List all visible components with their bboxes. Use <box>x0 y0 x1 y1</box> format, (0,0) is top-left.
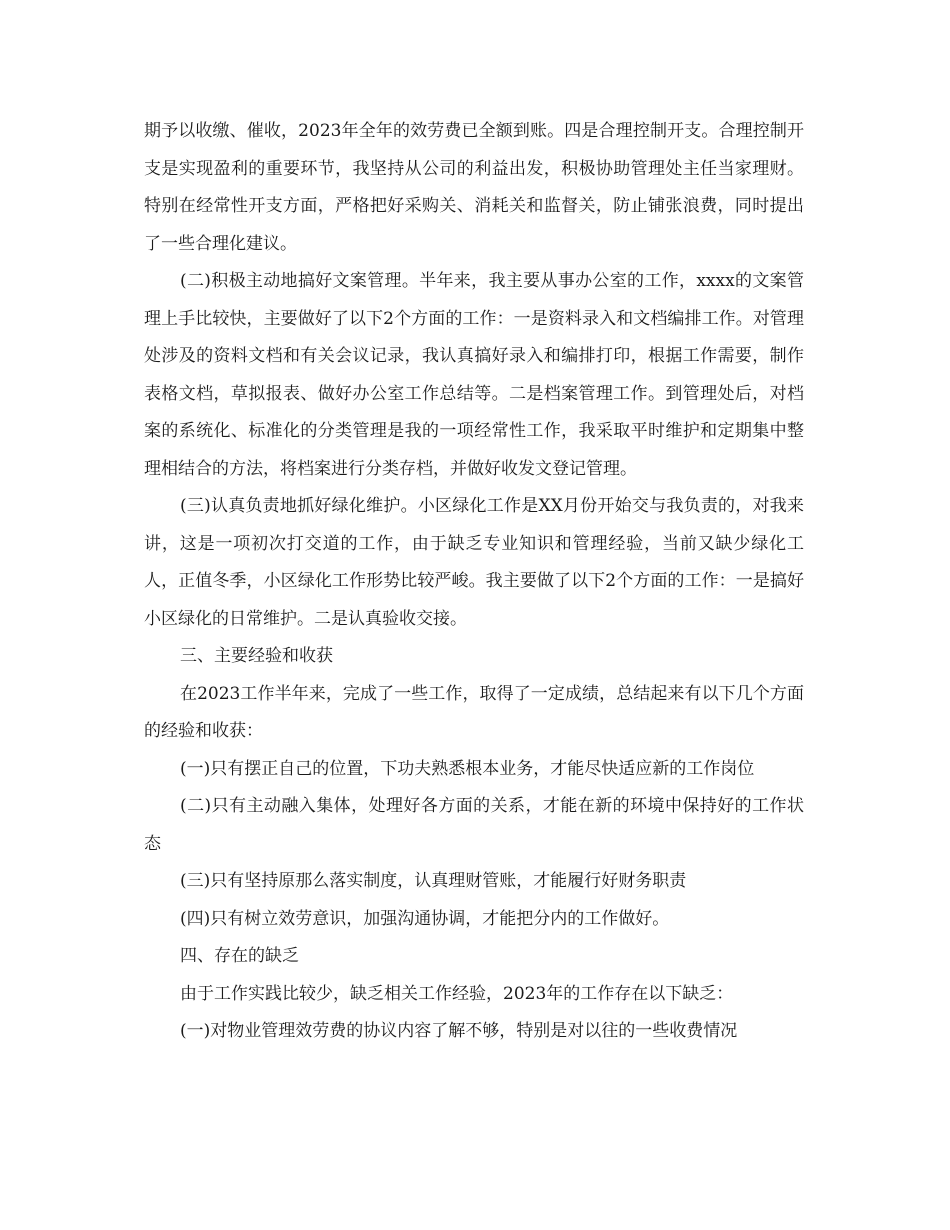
paragraph-service-fee: 期予以收缴、催收，2023年全年的效劳费已全额到账。四是合理控制开支。合理控制开支是实现盈利的重要环节，我坚持从公司的利益出发，积极协助管理处主任当家理财。特别在经常性开支方面，严格把好采购关、消耗关和监督关，防止铺张浪费，同时提出了一些合理化建议。 <box>144 121 804 254</box>
paragraph-shortcomings-intro: 由于工作实践比较少，缺乏相关工作经验，2023年的工作存在以下缺乏： <box>180 983 734 1004</box>
paragraph-greening-maintenance: (三)认真负责地抓好绿化维护。小区绿化工作是XX月份开始交与我负责的，对我来讲，这是一项初次打交道的工作，由于缺乏专业知识和管理经验，当前又缺少绿化工人，正值冬季，小区绿化工作形势比较严峻。我主要做了以下2个方面的工作：一是搞好小区绿化的日常维护。二是认真验收交接。 <box>144 496 804 629</box>
section-heading-shortcomings: 四、存在的缺乏 <box>180 946 299 966</box>
paragraph-experience-intro: 在2023工作半年来，完成了一些工作，取得了一定成绩，总结起来有以下几个方面的经验和收获： <box>144 683 804 741</box>
list-item-shortcoming-1: (一)对物业管理效劳费的协议内容了解不够，特别是对以往的一些收费情况 <box>180 1021 738 1041</box>
paragraph-document-management: (二)积极主动地搞好文案管理。半年来，我主要从事办公室的工作，xxxx的文案管理上手比较快，主要做好了以下2个方面的工作：一是资料录入和文档编排工作。对管理处涉及的资料文档和有关会议记录，我认真搞好录入和编排打印，根据工作需要，制作表格文档，草拟报表、做好办公室工作总结等。二是档案管理工作。到管理处后，对档案的系统化、标准化的分类管理是我的一项经常性工作，我采取平时维护和定期集中整理相结合的方法，将档案进行分类存档，并做好收发文登记管理。 <box>144 271 804 479</box>
list-item-experience-3: (三)只有坚持原那么落实制度，认真理财管账，才能履行好财务职责 <box>180 871 687 891</box>
list-item-experience-4: (四)只有树立效劳意识，加强沟通协调，才能把分内的工作做好。 <box>180 908 670 929</box>
list-item-experience-2: (二)只有主动融入集体，处理好各方面的关系，才能在新的环境中保持好的工作状态 <box>144 796 804 854</box>
section-heading-experience: 三、主要经验和收获 <box>180 646 333 666</box>
list-item-experience-1: (一)只有摆正自己的位置，下功夫熟悉根本业务，才能尽快适应新的工作岗位 <box>180 758 755 779</box>
document-page <box>144 113 804 1051</box>
